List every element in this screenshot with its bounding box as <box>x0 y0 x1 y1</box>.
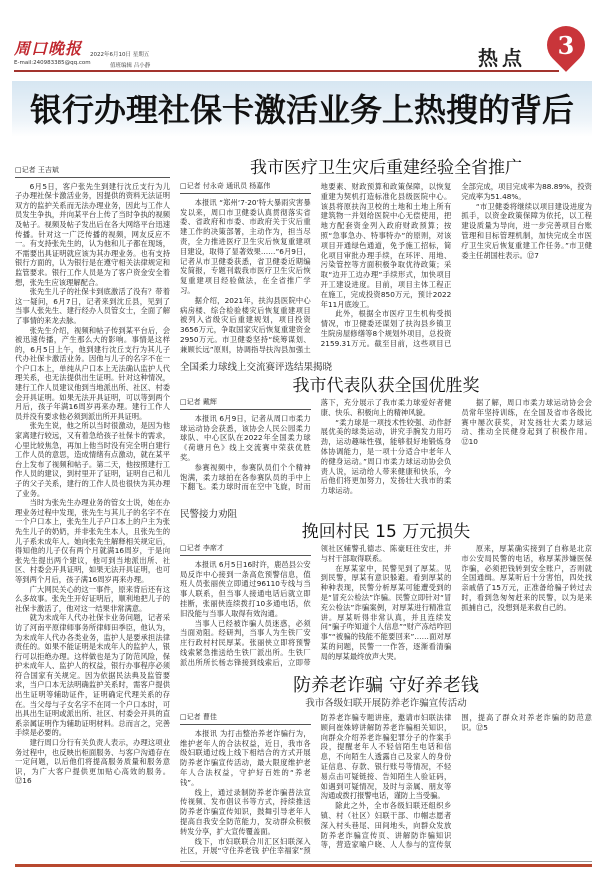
paragraph: 本报讯 “郑州‘7·20’特大暴雨灾害暴发以来，周口市卫健委认真贯彻落实省委、省政府和市委、市政府关于灾后重建工作的决策部署，主动作为，担当尽责，全力推进医疗卫生灾后恢复重建项目建设，取得了显著效果……”6月9日，记者从市卫健委获悉，省卫健委近期编发简报，专题刊载我市医疗卫生灾后恢复重建项目经验做法，在全省推广学习。 <box>180 197 311 295</box>
paragraph: 据了解，周口市柔力球运动协会会员常年坚持训练，在全国及省市各级比赛中屡次获奖，对发扬壮大柔力球运动、推动全民健身起到了积极作用。⑫10 <box>461 398 592 447</box>
paragraph: 当时为张先生办理业务的管女士说，她在办理业务过程中发现，张先生与其儿子的名字不在一个户口本上，张先生儿子户口本上的户主为张先生儿子的奶奶，并非张先生本人，且张先生的儿子系未成年人。她向张先生解释相关规定后，得知他的儿子仅有两个月就满16周岁，于是向张先生提出两个建议，他可到当地派出所、社区、村委会开具证明，如果无法开具证明，也可等到两个月后，孩子满16周岁再来办理。 <box>15 498 170 584</box>
paragraph: 据介绍，2021年，扶沟县医院中心病房楼、综合检验楼灾后恢复重建项目被列入省级灾后重建规划，项目投资3656万元，争取国家灾后恢复重建资金2950万元。市卫健委坚持“统筹谋划、兼顾长远”原则，协调指导扶沟县加强土地要素、财政预算和政策保障，以恢复重建为契机打造标准化县级医院中心。该县将原扶沟卫校的土地和土地上所有建筑物一并划给医院中心无偿使用，把地方配套资金列入政府财政预算；按照“急事急办、特事特办”的原则，对该项目开通绿色通道，免予施工招标，简化项目审批办理手续，在环评、用地、污染管控等方面积极争取优待政策；采取“边开工边办理”手续形式，加快项目开工建设进度。目前，项目主体工程正在施工，完成投资850万元，预计2022年11月底竣工。 <box>180 182 452 354</box>
paragraph: 本报讯 6月5日16时许，鹿邑县公安局反诈中心接到一条高危预警信息，值班人员张丽侠立即通过96110专线与当事人联系，但当事人接通电话后就立即挂断，张丽侠连续拨打10多通电话，依旧没能与当事人取得有效沟通。 <box>180 559 311 618</box>
article-subtitle: 我市各级妇联开展防养老诈骗宣传活动 <box>305 698 467 709</box>
paragraph: 张先生介绍，视频和帖子传到某平台后，会被迅速传播，产生那么大的影响。事情是这样的，6月5日上午，他到建行沈丘支行为其儿子代办社保卡激活业务。因他与儿子的名字不在一个户口本上，单纯从户口本上无法确认监护人代理关系，也无法提供出生证明。针对这种情况，建行工作人员建议他到当地派出所、社区、村委会开具证明。如果无法开具证明，可以等到两个月后，孩子年满16周岁再来办理。建行工作人员并没有要求他必须到派出所开具证明。 <box>15 325 170 421</box>
paragraph: 就为未成年人代办社保卡业务问题，记者采访了河南平原律师事务所律师田季臣，他认为，为未成年人代办各类业务，监护人是要承担法律责任的。如果不能证明是未成年人的监护人，银行可以拒绝办理。这样做也是为了防范风险，保护未成年人、监护人的权益，银行办事程序必须符合国家有关规定。因为依据民法典及监管要求，当户口本无法明确监护关系时，需客户提供出生证明等辅助证件，证明确定代理关系的存在。当父母与子女名字不在同一个户口本时，可出具出生证明或派出所、社区、村委会开具的直系亲属证明作为辅助证明材料。总而言之，完善手续是必要的。 <box>15 613 170 738</box>
paragraph: 广大网民关心的这一事件，原来背后还有这么多故事。张先生开好证明后，顺利地把儿子的社保卡激活了，他对这一结果非常满意。 <box>15 584 170 613</box>
byline: □记者 王吉斌 <box>15 166 170 178</box>
byline: □记者 付永奇 通讯员 杨嘉伟 <box>180 182 311 194</box>
issue-date: 2022年6月10日 星期五 <box>90 52 150 58</box>
paragraph: 6月5日，客户张先生到建行沈丘支行为儿子办理社保卡激活业务，因提供的资料无法证明双方的监护关系而无法办理业务，因此与工作人员发生争执，并向某平台上传了当时争执的视频及帖子。视频及帖子发出后在各大网络平台迅速传播。针对这一广泛传播的视频，网友反应不一。有支持张先生的，认为他和儿子都在现场，不需要出具证明就应该为其办理业务。也有支持银行方面的，认为银行是在遵守相关法律规定和监管要求。银行工作人员是为了客户资金安全着想，张先生应该理解配合。 <box>15 181 170 287</box>
paragraph: 在厚某家中，民警见到了厚某。见到民警，厚某有意识躲避。看到厚某的种种表现，民警分析厚某可能遭受到的是“冒充公检法”诈骗。民警立即针对“冒充公检法”诈骗案例，对厚某进行精准宣讲。厚某听得非常认真，并且连续发问“骗子咋知道个人信息”“财产冻结咋回事”“被骗的钱能不能要回来”……面对厚某的问题，民警一一作答，逐渐看清骗局的厚某最终放声大哭。 <box>320 563 452 661</box>
article-kicker: 民警接力劝阻 <box>180 509 238 520</box>
paragraph: 原来，厚某确实接到了自称是北京市公安局民警的电话，称厚某涉嫌医保诈骗，必须把钱转到安全账户，否则就全国通缉。厚某听后十分害怕，四处找亲戚借了15万元，正准备给骗子转过去时，看到急匆匆赶来的民警，以为是来抓捕自己，没想到是来救自己的。 <box>461 544 592 612</box>
article-title: 我市代表队获全国优胜奖 <box>292 376 480 396</box>
paragraph: “柔力球是一项技术性较强、动作舒展优美的球类运动，讲究手腕发力用巧劲，运动趣味性强，能够很好地锻炼身体协调能力，是一项十分适合中老年人的健身运动。”周口市柔力球运动协会负责人说，运动给人带来健康和快乐，今后他们将更加努力，发扬壮大我市的柔力球运动。 <box>320 417 452 496</box>
paragraph: 张先生儿子的社保卡到底激活了没有？带着这一疑问，6月7日，记者来到沈丘县，见到了当事人张先生、建行经办人员管女士，全面了解了事情的来龙去脉。 <box>15 287 170 325</box>
paragraph: 线上，通过录制防养老诈骗普法宣传视频、发布倡议书等方式，持续推送防养老诈骗宣传知识，鼓舞引导老年人提高自我安全防范能力，发动群众积极转发分享，扩大宣传覆盖面。 <box>180 787 311 836</box>
footer-rule <box>15 864 592 867</box>
article-body <box>180 713 592 858</box>
byline: □记者 曹佳 <box>180 713 311 725</box>
lead-article <box>15 166 170 860</box>
paragraph: 此外，根据全市医疗卫生机构受损情况，市卫健委还谋划了扶沟县乡镇卫生院房屋修缮等8个规划外项目，总投资2159.31万元。截至目前，这些项目已全部完成，项目完成率为88.89%，投资完成率为51.48%。 <box>320 182 592 348</box>
article-body <box>180 182 592 360</box>
byline: □记者 戴辉 <box>180 398 311 410</box>
paragraph: 本报讯 6月9日，记者从周口市柔力球运动协会获悉，该协会人民公园柔力球队、中心区队在2022年全国柔力球《荷塘月色》线上交流赛中荣获优胜奖。 <box>180 413 311 462</box>
article-kicker: 全国柔力球线上交流赛评选结果揭晓 <box>180 362 333 373</box>
paragraph: 除此之外，全市各级妇联还组织乡镇、村（社区）妇联干部、巾帼志愿者深入村头巷尾、田间地头，向群众发放防养老诈骗宣传页、讲解防诈骗知识等，营造家喻户晓、人人参与的宣传氛围，提高了群众对养老诈骗的防范意识。⑫5 <box>320 713 592 850</box>
article-title: 防养老诈骗 守好养老钱 <box>293 675 479 696</box>
paragraph: 张先生说，他之所以当时很激动，是因为他家离建行较远，又有着急给孩子社保卡的需求，心里比较焦急，再加上他当时没有完全明白建行工作人员的意思，造成情绪有点激动，就在某平台上发布了视频和帖子。第二天，他按照建行工作人员的建议，到村里开了证明，证明自己和儿子的父子关系，建行的工作人员也很快为其办理了业务。 <box>15 421 170 498</box>
page-number: 3 <box>557 31 575 60</box>
paragraph: 建行周口分行有关负责人表示，办理这项业务过程中，也反映出柜面服务、与客户沟通存在一定问题，以后他们将提高服务质量和服务意识，为广大客户提供更加贴心高效的服务。⑫16 <box>15 738 170 786</box>
article-body <box>180 398 592 506</box>
article-body <box>180 544 592 672</box>
duty-editor: 值班编辑 吕小静 <box>110 63 151 69</box>
masthead-rule <box>14 70 559 72</box>
footer-rule-thin <box>180 861 592 862</box>
article-title: 挽回村民 15 万元损失 <box>301 522 471 542</box>
paragraph: 参赛视频中，参赛队员们个个精神饱满，柔力球拍在各参赛队员的手中上下翻飞。柔力球时而在空中飞旋，时而落下，充分展示了我市柔力球爱好者健康、快乐、积极向上的精神风貌。 <box>180 398 452 492</box>
paragraph: 线下，市妇联联合川汇区妇联深入社区，开展“守住养老钱 护住幸福家”预防养老诈骗专题讲座，邀请市妇联法律顾问崔姝婷讲解防养老诈骗相关知识，向群众介绍养老诈骗犯罪分子的作案手段，提醒老年人不轻信陌生电话和信息，不向陌生人透露自己及家人的身份证信息、存款、银行账号等情况，不轻易点击可疑链接、告知陌生人验证码，如遇到可疑情况，及时与亲属、朋友等沟通或拨打报警电话，谨防上当受骗。 <box>180 713 452 856</box>
paragraph: 本报讯 为打击整治养老诈骗行为，维护老年人的合法权益，近日，我市各级妇联通过线上线下相结合的方式开展防养老诈骗宣传活动，最大限度维护老年人合法权益，守护好百姓的“养老钱”。 <box>180 728 311 787</box>
main-headline: 银行办理社保卡激活业务上热搜的背后 <box>29 91 574 129</box>
paragraph: “市卫健委将继续以项目建设进度为抓手，以资金政策保障为依托，以工程建设质量为导向，进一步完善项目台账管理和目标管理机制，加快完成全市医疗卫生灾后恢复重建工作任务。”市卫健委主任胡国柱表示。⑫7 <box>461 201 592 260</box>
masthead-email: E-mail:240983385@qq.com <box>14 60 91 66</box>
byline: □记者 李席才 <box>180 544 311 556</box>
article-title: 我市医疗卫生灾后重建经验全省推广 <box>250 158 522 178</box>
section-title: 热点 <box>478 46 526 70</box>
paragraph: 当事人已经被诈骗人员迷惑，必须当面劝阻。经研判，当事人为生铁厂安庄行政村村民厚某。张丽侠立即将预警线索紧急推送给生铁厂派出所。生铁厂派出所所长杨志锋接到线索后，立即带领社区辅警孔德志、陈豪旺往安庄，并与村干部取得联系。 <box>180 544 452 667</box>
newspaper-logo: 周口晚报 <box>14 39 83 58</box>
